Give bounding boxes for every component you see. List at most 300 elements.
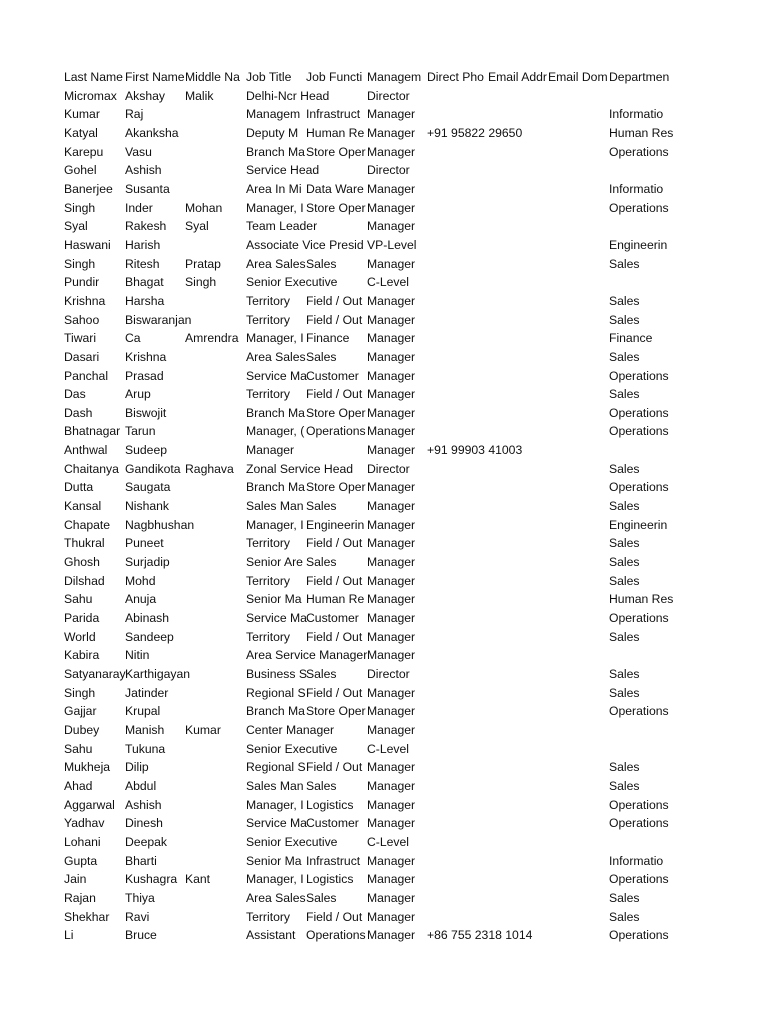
table-cell[interactable]: Sales: [609, 312, 640, 327]
table-cell[interactable]: [488, 646, 548, 665]
table-cell[interactable]: Amrendra: [185, 331, 239, 346]
table-cell[interactable]: Sahu: [64, 741, 93, 756]
table-cell[interactable]: Director: [367, 88, 410, 103]
table-cell[interactable]: Manager: [367, 816, 416, 831]
table-cell[interactable]: [427, 646, 488, 665]
table-cell[interactable]: [548, 889, 609, 908]
table-cell[interactable]: Store Oper: [306, 200, 366, 215]
table-cell[interactable]: [488, 292, 548, 311]
table-cell[interactable]: Logistics: [306, 872, 354, 887]
table-cell[interactable]: [427, 199, 488, 218]
table-cell[interactable]: [427, 478, 488, 497]
table-cell[interactable]: [548, 833, 609, 852]
table-cell[interactable]: [427, 516, 488, 535]
table-cell[interactable]: [548, 590, 609, 609]
table-cell[interactable]: Field / Out: [306, 293, 363, 308]
table-cell[interactable]: [548, 385, 609, 404]
table-cell[interactable]: Field / Out: [306, 629, 363, 644]
table-cell[interactable]: Manager: [367, 349, 416, 364]
table-cell[interactable]: [488, 852, 548, 871]
table-cell[interactable]: Sales: [609, 760, 640, 775]
table-cell[interactable]: [488, 143, 548, 162]
table-cell[interactable]: [548, 217, 609, 236]
table-cell[interactable]: [548, 516, 609, 535]
table-cell[interactable]: [548, 161, 609, 180]
column-header[interactable]: Email Addr: [488, 70, 547, 84]
table-cell[interactable]: Data Ware: [306, 181, 364, 196]
table-cell[interactable]: [427, 460, 488, 479]
table-cell[interactable]: Area Sales: [246, 349, 306, 364]
table-cell[interactable]: Kabira: [64, 648, 100, 663]
table-cell[interactable]: [488, 217, 548, 236]
table-cell[interactable]: Dubey: [64, 722, 100, 737]
table-cell[interactable]: Field / Out: [306, 760, 363, 775]
table-cell[interactable]: [488, 740, 548, 759]
table-cell[interactable]: [548, 721, 609, 740]
table-cell[interactable]: [548, 367, 609, 386]
table-cell[interactable]: Kansal: [64, 499, 102, 514]
table-cell[interactable]: [548, 534, 609, 553]
table-cell[interactable]: Manager: [367, 853, 416, 868]
table-cell[interactable]: Engineerin: [609, 517, 668, 532]
table-cell[interactable]: Manager: [367, 704, 416, 719]
table-cell[interactable]: Manager: [246, 443, 295, 458]
table-cell[interactable]: [548, 180, 609, 199]
table-cell[interactable]: Das: [64, 387, 86, 402]
table-cell[interactable]: Manager, I: [246, 200, 304, 215]
table-cell[interactable]: Krupal: [125, 704, 161, 719]
table-cell[interactable]: [185, 553, 246, 572]
table-cell[interactable]: [427, 87, 488, 106]
table-cell[interactable]: [609, 646, 669, 665]
table-cell[interactable]: Informatio: [609, 181, 664, 196]
table-cell[interactable]: Infrastruct: [306, 107, 361, 122]
table-cell[interactable]: Harish: [125, 237, 161, 252]
table-cell[interactable]: [548, 609, 609, 628]
table-cell[interactable]: Bruce: [125, 928, 157, 943]
table-cell[interactable]: Sales: [609, 387, 640, 402]
table-cell[interactable]: Sales: [609, 499, 640, 514]
table-cell[interactable]: Manager: [367, 536, 416, 551]
table-cell[interactable]: [548, 124, 609, 143]
table-cell[interactable]: Rakesh: [125, 219, 167, 234]
table-cell[interactable]: Sales: [609, 890, 640, 905]
table-cell[interactable]: [185, 422, 246, 441]
table-cell[interactable]: Manager: [367, 797, 416, 812]
table-cell[interactable]: Manager: [367, 648, 416, 663]
table-cell[interactable]: Branch Ma: [246, 480, 305, 495]
table-cell[interactable]: Singh: [64, 200, 96, 215]
table-cell[interactable]: [427, 311, 488, 330]
table-cell[interactable]: Store Oper: [306, 480, 366, 495]
table-cell[interactable]: Director: [367, 667, 410, 681]
table-cell[interactable]: Director: [367, 461, 410, 476]
table-cell[interactable]: Manager: [367, 107, 416, 122]
table-cell[interactable]: [548, 497, 609, 516]
table-cell[interactable]: Manager: [367, 405, 416, 420]
table-cell[interactable]: Katyal: [64, 125, 98, 140]
column-header[interactable]: Email Dom: [548, 70, 608, 84]
table-cell[interactable]: [488, 180, 548, 199]
table-cell[interactable]: Jain: [64, 872, 87, 887]
table-cell[interactable]: Senior Executive: [246, 741, 338, 756]
table-cell[interactable]: [609, 217, 669, 236]
table-cell[interactable]: Manager: [367, 592, 416, 607]
table-cell[interactable]: [427, 553, 488, 572]
table-cell[interactable]: Ghosh: [64, 555, 100, 570]
table-cell[interactable]: Parida: [64, 611, 100, 626]
table-cell[interactable]: [185, 311, 246, 330]
table-cell[interactable]: Manager, (: [246, 424, 305, 439]
table-cell[interactable]: Store Oper: [306, 405, 366, 420]
table-cell[interactable]: Senior Executive: [246, 834, 338, 849]
table-cell[interactable]: [548, 273, 609, 292]
table-cell[interactable]: Sales: [306, 890, 337, 905]
table-cell[interactable]: Singh: [64, 685, 96, 700]
table-cell[interactable]: Operations: [609, 816, 669, 831]
table-cell[interactable]: Bharti: [125, 853, 157, 868]
table-cell[interactable]: Branch Ma: [246, 704, 305, 719]
table-cell[interactable]: [185, 124, 246, 143]
table-cell[interactable]: Abinash: [125, 611, 170, 626]
table-cell[interactable]: [427, 404, 488, 423]
table-cell[interactable]: Manager, I: [246, 797, 304, 812]
table-cell[interactable]: [609, 161, 669, 180]
table-cell[interactable]: Finance: [306, 331, 350, 346]
table-cell[interactable]: Mukheja: [64, 760, 111, 775]
table-cell[interactable]: Manager: [367, 611, 416, 626]
table-cell[interactable]: [548, 702, 609, 721]
table-cell[interactable]: Sales: [306, 778, 337, 793]
table-cell[interactable]: [427, 292, 488, 311]
table-cell[interactable]: [488, 870, 548, 889]
table-cell[interactable]: Pratap: [185, 256, 221, 271]
table-cell[interactable]: Harsha: [125, 293, 165, 308]
table-cell[interactable]: Sales Man: [246, 778, 304, 793]
table-cell[interactable]: Operations: [306, 928, 366, 943]
table-cell[interactable]: [548, 348, 609, 367]
table-cell[interactable]: [427, 255, 488, 274]
table-cell[interactable]: [488, 199, 548, 218]
table-cell[interactable]: [548, 758, 609, 777]
table-cell[interactable]: Manager: [367, 909, 416, 924]
table-cell[interactable]: Ashish: [125, 797, 162, 812]
table-cell[interactable]: Manager, I: [246, 331, 304, 346]
table-cell[interactable]: Singh: [64, 256, 96, 271]
table-cell[interactable]: Manager: [367, 219, 416, 234]
table-cell[interactable]: Manager: [367, 312, 416, 327]
table-cell[interactable]: Sales: [609, 685, 640, 700]
column-header[interactable]: Middle Na: [185, 70, 240, 84]
table-cell[interactable]: Customer: [306, 611, 359, 626]
table-cell[interactable]: [185, 926, 246, 945]
table-cell[interactable]: [427, 777, 488, 796]
table-cell[interactable]: Krishna: [125, 349, 167, 364]
table-cell[interactable]: [185, 646, 246, 665]
table-cell[interactable]: Operations: [609, 480, 669, 495]
table-cell[interactable]: Ashish: [125, 163, 162, 178]
table-cell[interactable]: Zonal Service Head: [246, 461, 354, 476]
table-cell[interactable]: [427, 422, 488, 441]
table-cell[interactable]: [548, 926, 609, 945]
table-cell[interactable]: Service Ma: [246, 611, 307, 626]
table-cell[interactable]: Field / Out: [306, 536, 363, 551]
table-cell[interactable]: [609, 87, 669, 106]
table-cell[interactable]: Sales: [306, 667, 337, 681]
table-cell[interactable]: Manager: [367, 555, 416, 570]
table-cell[interactable]: Arup: [125, 387, 151, 402]
table-cell[interactable]: [488, 161, 548, 180]
table-cell[interactable]: Bhagat: [125, 275, 164, 290]
table-cell[interactable]: Akanksha: [125, 125, 179, 140]
table-cell[interactable]: Human Re: [306, 592, 365, 607]
table-cell[interactable]: [185, 852, 246, 871]
table-cell[interactable]: [427, 889, 488, 908]
table-cell[interactable]: Sales: [306, 499, 337, 514]
table-cell[interactable]: Sahoo: [64, 312, 100, 327]
table-cell[interactable]: [427, 572, 488, 591]
table-cell[interactable]: [548, 684, 609, 703]
table-cell[interactable]: [427, 814, 488, 833]
table-cell[interactable]: Manager: [367, 125, 416, 140]
table-cell[interactable]: [488, 348, 548, 367]
table-cell[interactable]: Aggarwal: [64, 797, 115, 812]
table-cell[interactable]: [548, 87, 609, 106]
table-cell[interactable]: Lohani: [64, 834, 101, 849]
table-cell[interactable]: Gandikota: [125, 461, 181, 476]
table-cell[interactable]: Senior Ma: [246, 592, 302, 607]
table-cell[interactable]: [488, 497, 548, 516]
table-cell[interactable]: Manager: [367, 499, 416, 514]
table-cell[interactable]: Operations: [609, 424, 669, 439]
table-cell[interactable]: [488, 628, 548, 647]
table-cell[interactable]: Kumar: [185, 722, 221, 737]
table-cell[interactable]: Dash: [64, 405, 93, 420]
table-cell[interactable]: [548, 478, 609, 497]
table-cell[interactable]: Surjadip: [125, 555, 170, 570]
table-cell[interactable]: [548, 255, 609, 274]
table-cell[interactable]: Manager, I: [246, 517, 304, 532]
table-cell[interactable]: Dilshad: [64, 573, 105, 588]
table-cell[interactable]: Operations: [609, 200, 669, 215]
column-header[interactable]: Job Functi: [306, 70, 363, 84]
table-cell[interactable]: [427, 665, 488, 684]
table-cell[interactable]: Area Sales: [246, 256, 306, 271]
table-cell[interactable]: Operations: [306, 424, 366, 439]
table-cell[interactable]: Area Service Manager: [246, 648, 368, 663]
table-cell[interactable]: Gajjar: [64, 704, 97, 719]
table-cell[interactable]: [185, 814, 246, 833]
table-cell[interactable]: Sahu: [64, 592, 93, 607]
table-cell[interactable]: [185, 385, 246, 404]
table-cell[interactable]: Kushagra: [125, 872, 178, 887]
table-cell[interactable]: Prasad: [125, 368, 164, 383]
table-cell[interactable]: Delhi-Ncr Head: [246, 88, 330, 103]
table-cell[interactable]: [488, 777, 548, 796]
table-cell[interactable]: Manager: [367, 872, 416, 887]
table-cell[interactable]: Area In Mi: [246, 181, 302, 196]
table-cell[interactable]: Regional S: [246, 760, 306, 775]
table-cell[interactable]: [609, 273, 669, 292]
table-cell[interactable]: [488, 87, 548, 106]
table-cell[interactable]: Logistics: [306, 797, 354, 812]
table-cell[interactable]: [488, 236, 548, 255]
table-cell[interactable]: Regional S: [246, 685, 306, 700]
table-cell[interactable]: Manager: [367, 424, 416, 439]
table-cell[interactable]: Manager: [367, 256, 416, 271]
table-cell[interactable]: Sales: [609, 461, 640, 476]
table-cell[interactable]: Sales: [609, 256, 640, 271]
table-cell[interactable]: Chaitanya: [64, 461, 119, 476]
table-cell[interactable]: Center Manager: [246, 722, 335, 737]
table-cell[interactable]: [548, 329, 609, 348]
table-cell[interactable]: [185, 497, 246, 516]
table-cell[interactable]: Assistant: [246, 928, 296, 943]
table-cell[interactable]: [548, 292, 609, 311]
table-cell[interactable]: [488, 478, 548, 497]
table-cell[interactable]: [488, 255, 548, 274]
table-cell[interactable]: Karthigayan: [125, 667, 191, 681]
table-cell[interactable]: Jatinder: [125, 685, 169, 700]
table-cell[interactable]: [427, 273, 488, 292]
table-cell[interactable]: Deputy M: [246, 125, 299, 140]
table-cell[interactable]: Krishna: [64, 293, 106, 308]
table-cell[interactable]: Sandeep: [125, 629, 174, 644]
table-cell[interactable]: [488, 516, 548, 535]
column-header[interactable]: Departmen: [609, 70, 670, 84]
table-cell[interactable]: [185, 105, 246, 124]
table-cell[interactable]: [427, 161, 488, 180]
table-cell[interactable]: [185, 758, 246, 777]
table-cell[interactable]: Manager: [367, 443, 416, 458]
table-cell[interactable]: Manager: [367, 293, 416, 308]
table-cell[interactable]: Human Res: [609, 125, 674, 140]
table-cell[interactable]: [185, 292, 246, 311]
table-cell[interactable]: Manager: [367, 331, 416, 346]
table-cell[interactable]: [488, 329, 548, 348]
table-cell[interactable]: [548, 311, 609, 330]
table-cell[interactable]: Field / Out: [306, 573, 363, 588]
table-cell[interactable]: C-Level: [367, 275, 409, 290]
table-cell[interactable]: Malik: [185, 88, 214, 103]
table-cell[interactable]: [548, 628, 609, 647]
table-cell[interactable]: Shekhar: [64, 909, 110, 924]
table-cell[interactable]: [427, 609, 488, 628]
table-cell[interactable]: [185, 367, 246, 386]
table-cell[interactable]: [427, 348, 488, 367]
table-cell[interactable]: Field / Out: [306, 387, 363, 402]
table-cell[interactable]: Susanta: [125, 181, 170, 196]
table-cell[interactable]: [548, 572, 609, 591]
table-cell[interactable]: [548, 236, 609, 255]
table-cell[interactable]: Dilip: [125, 760, 149, 775]
table-cell[interactable]: Sales Man: [246, 499, 304, 514]
table-cell[interactable]: [427, 908, 488, 927]
table-cell[interactable]: [185, 441, 246, 460]
table-cell[interactable]: [548, 908, 609, 927]
table-cell[interactable]: Operations: [609, 144, 669, 159]
table-cell[interactable]: Raj: [125, 107, 144, 122]
table-cell[interactable]: Sales: [609, 349, 640, 364]
table-cell[interactable]: [427, 758, 488, 777]
table-cell[interactable]: [548, 404, 609, 423]
table-cell[interactable]: [488, 404, 548, 423]
table-cell[interactable]: Pundir: [64, 275, 100, 290]
table-cell[interactable]: Ritesh: [125, 256, 160, 271]
table-cell[interactable]: Sales: [609, 536, 640, 551]
table-cell[interactable]: Sales: [609, 909, 640, 924]
table-cell[interactable]: [548, 777, 609, 796]
table-cell[interactable]: [185, 702, 246, 721]
table-cell[interactable]: Rajan: [64, 890, 96, 905]
table-cell[interactable]: [609, 441, 669, 460]
table-cell[interactable]: [427, 628, 488, 647]
table-cell[interactable]: Informatio: [609, 853, 664, 868]
table-cell[interactable]: Mohan: [185, 200, 223, 215]
table-cell[interactable]: Kant: [185, 872, 211, 887]
table-cell[interactable]: Singh: [185, 275, 217, 290]
table-cell[interactable]: [185, 348, 246, 367]
table-cell[interactable]: [427, 143, 488, 162]
table-cell[interactable]: Raghava: [185, 461, 234, 476]
table-cell[interactable]: [427, 236, 488, 255]
column-header[interactable]: Direct Pho: [427, 70, 484, 84]
table-cell[interactable]: [548, 199, 609, 218]
table-cell[interactable]: Banerjee: [64, 181, 113, 196]
table-cell[interactable]: Nishank: [125, 499, 170, 514]
table-cell[interactable]: [488, 590, 548, 609]
table-cell[interactable]: [548, 646, 609, 665]
table-cell[interactable]: [185, 590, 246, 609]
table-cell[interactable]: [488, 385, 548, 404]
table-cell[interactable]: Chapate: [64, 517, 111, 532]
table-cell[interactable]: [548, 422, 609, 441]
table-cell[interactable]: Inder: [125, 200, 153, 215]
table-cell[interactable]: [609, 740, 669, 759]
table-cell[interactable]: Manager: [367, 928, 416, 943]
table-cell[interactable]: [488, 367, 548, 386]
table-cell[interactable]: Satyanaray: [64, 667, 126, 681]
table-cell[interactable]: [488, 572, 548, 591]
table-cell[interactable]: Thukral: [64, 536, 105, 551]
table-cell[interactable]: [427, 833, 488, 852]
table-cell[interactable]: Sales: [306, 349, 337, 364]
table-cell[interactable]: Territory: [246, 536, 291, 551]
table-cell[interactable]: Store Oper: [306, 704, 366, 719]
table-cell[interactable]: Manager: [367, 573, 416, 588]
table-cell[interactable]: Service Ma: [246, 816, 307, 831]
table-cell[interactable]: [548, 143, 609, 162]
table-cell[interactable]: Puneet: [125, 536, 164, 551]
table-cell[interactable]: Manish: [125, 722, 165, 737]
table-cell[interactable]: Manager: [367, 181, 416, 196]
column-header[interactable]: Managem: [367, 70, 422, 84]
table-cell[interactable]: [185, 516, 246, 535]
table-cell[interactable]: [548, 553, 609, 572]
table-cell[interactable]: [488, 833, 548, 852]
table-cell[interactable]: Haswani: [64, 237, 111, 252]
table-cell[interactable]: Biswaranjan: [125, 312, 192, 327]
table-cell[interactable]: Sales: [609, 629, 640, 644]
table-cell[interactable]: Managem: [246, 107, 301, 122]
table-cell[interactable]: Sales: [609, 293, 640, 308]
table-cell[interactable]: Informatio: [609, 107, 664, 122]
table-cell[interactable]: +86 755 2318 1014: [427, 928, 533, 943]
table-cell[interactable]: Ahad: [64, 778, 93, 793]
table-cell[interactable]: Operations: [609, 368, 669, 383]
table-cell[interactable]: Store Oper: [306, 144, 366, 159]
table-cell[interactable]: Nitin: [125, 648, 150, 663]
